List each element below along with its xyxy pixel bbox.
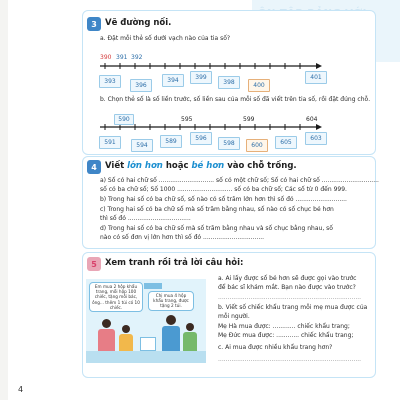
person-body xyxy=(119,334,133,351)
question-line: để bác sĩ khám mắt. Bạn nào được vào trước? xyxy=(218,284,356,291)
line-label: 390 xyxy=(100,54,112,61)
exercise-line: c) Trong hai số có ba chữ số mà số trăm bằng nhau, số nào có số chục bé hơn xyxy=(100,206,334,213)
arrow-head xyxy=(316,124,322,130)
instruction-a: a. Đặt mỗi thẻ số dưới vạch nào của tia số? xyxy=(100,35,231,42)
exercise-line: a) Số có hai chữ số ............................. số có một chữ số; Số có hai chữ số .............................. xyxy=(100,177,379,184)
number-card[interactable]: 596 xyxy=(190,132,212,145)
number-card[interactable]: 589 xyxy=(160,135,182,148)
section-title: Viết lớn hơn hoặc bé hơn vào chỗ trống. xyxy=(105,161,297,171)
person-body xyxy=(98,329,115,351)
question-line: mỗi người. xyxy=(218,313,250,320)
speech-bubble: Chị mua 4 hộp khẩu trang, được tặng 2 túi. xyxy=(148,291,194,311)
arrow-head xyxy=(316,63,322,69)
number-card[interactable]: 398 xyxy=(218,76,240,89)
exercise-line: thì số đó ................................. xyxy=(100,215,191,222)
speech-bubble: Em mua 2 hộp khẩu trang, mỗi hộp 100 chiếc, tặng mỗi bác, ông... thêm 1 túi có 10 chiếc. xyxy=(89,282,143,312)
line-label: 391 xyxy=(116,54,128,61)
exercise-line: d) Trong hai số có ba chữ số mà số trăm bằng nhau và số chục bằng nhau, số xyxy=(100,225,333,232)
question-line: a. Ai lấy được số bé hơn sẽ được gọi vào trước xyxy=(218,275,357,282)
number-card[interactable]: 603 xyxy=(305,132,327,145)
person-head xyxy=(122,325,130,333)
tick-label: 595 xyxy=(181,116,193,123)
exercise-line: nào có số đơn vị lớn hơn thì số đó ................................ xyxy=(100,234,265,241)
number-card[interactable]: 594 xyxy=(131,139,153,152)
number-card[interactable]: 401 xyxy=(305,71,327,84)
floor xyxy=(86,351,206,363)
answer-line[interactable]: Mẹ Hà mua được: ............ chiếc khẩu trang; xyxy=(218,323,350,330)
mask-box xyxy=(140,337,156,351)
question-line: c. Ai mua được nhiều khẩu trang hơn? xyxy=(218,344,333,351)
instruction-b: b. Chọn thẻ số là số liền trước, số liền sau của mỗi số đã viết trên tia số, rồi đặt đúng chỗ. xyxy=(100,96,371,103)
section-title: Xem tranh rồi trả lời câu hỏi: xyxy=(105,258,244,268)
wall-sign xyxy=(144,283,162,289)
answer-line[interactable]: ........................................................................... xyxy=(218,294,362,301)
number-card[interactable]: 393 xyxy=(99,75,121,88)
tick-label: 599 xyxy=(243,116,255,123)
question-line: b. Viết số chiếc khẩu trang mỗi mẹ mua được của xyxy=(218,304,368,311)
person-head xyxy=(102,319,111,328)
section-number: 5 xyxy=(87,257,101,271)
exercise-line: số có ba chữ số; Số 1000 ............................. số có ba chữ số; Các số từ 0 đến 999. xyxy=(100,186,347,193)
number-card[interactable]: 591 xyxy=(99,136,121,149)
number-card[interactable]: 396 xyxy=(130,79,152,92)
number-card[interactable]: 605 xyxy=(275,136,297,149)
page-number: 4 xyxy=(18,385,24,394)
person-head xyxy=(166,315,176,325)
number-card[interactable]: 399 xyxy=(190,71,212,84)
answer-line[interactable]: Mẹ Đức mua được: ............ chiếc khẩu trang; xyxy=(218,332,354,339)
line-label: 392 xyxy=(131,54,143,61)
section-number: 4 xyxy=(87,160,101,174)
illustration xyxy=(86,279,206,363)
tick-label: 604 xyxy=(306,116,318,123)
number-card[interactable]: 600 xyxy=(246,139,268,152)
line-label-box: 590 xyxy=(114,114,134,125)
exercise-line: b) Trong hai số có ba chữ số, số nào có số trăm lớn hơn thì số đó ........................... xyxy=(100,196,347,203)
number-card[interactable]: 394 xyxy=(162,74,184,87)
section-number: 3 xyxy=(87,17,101,31)
number-card[interactable]: 400 xyxy=(248,79,270,92)
person-body xyxy=(162,326,180,351)
person-head xyxy=(186,323,194,331)
person-body xyxy=(183,332,197,351)
answer-line[interactable]: ........................................................................... xyxy=(218,356,362,363)
number-card[interactable]: 598 xyxy=(218,137,240,150)
section-title: Vẽ đường nối. xyxy=(105,18,172,28)
